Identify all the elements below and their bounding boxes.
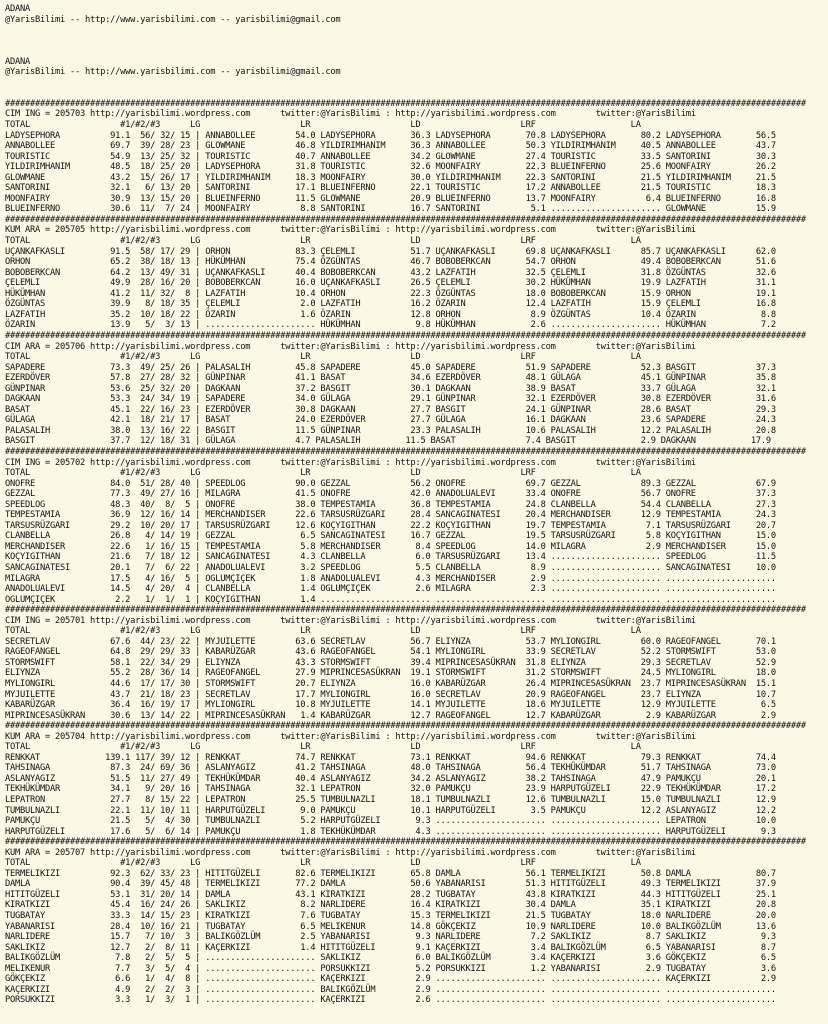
separator-line: ################################################################################################################################################################: [4, 721, 806, 732]
table-row: HÜKÜMHAN 41.2 11/ 32/ 8 | LAZFATIH 10.4 ORHON 22.3 ÖZGÜNTAS 18.0 BOBOBERKCAN 15.9 ORHON 19.1: [4, 288, 776, 299]
table-row: LEPATRON 27.7 8/ 15/ 22 | LEPATRON 25.5 TUMBULNAZLI 18.1 TUMBULNAZLI 12.6 TUMBULNAZLI 15.0 TUMBULNAZLI 12.9: [4, 795, 776, 806]
table-row: BALIKGÖZLÜM 7.8 2/ 5/ 5 | ...................... SAKLIKIZ 6.0 BALIKGÖZLÜM 3.4 KAÇERKIZI 3.6 GÖKÇEKIZ 6.5: [4, 953, 776, 964]
column-header: TOTAL #1/#2/#3 LG LR LD LRF LA: [4, 858, 641, 869]
table-row: SANCAGINATESI 20.1 7/ 6/ 22 | ANADOLUALEVI 3.2 SPEEDLOG 5.5 CLANBELLA 8.9 ...................... SANCAGINATESI 10.0: [4, 562, 776, 573]
table-row: BASGIT 37.7 12/ 18/ 31 | GÜLAGA 4.7 PALASALIH 11.5 BASAT 7.4 BASGIT 2.9 DAGKAAN 17.9: [4, 436, 771, 447]
race-header: KUM ARA = 205707 http://yarisbilimi.wordpress.com twitter:@YarisBilimi : http://yarisbilimi.wordpress.com twitter:@YarisBilimi: [4, 847, 696, 858]
table-row: BASAT 45.1 22/ 16/ 23 | EZERDÖVER 30.8 DAGKAAN 27.7 BASGIT 24.1 GÜNPINAR 28.6 BASAT 29.3: [4, 404, 776, 415]
table-row: ELIYNZA 55.2 28/ 36/ 14 | RAGEOFANGEL 27.9 MIPRINCESASÜKRAN 19.1 STORMSWIFT 31.2 STORMSWIFT 24.5 MYLIONGIRL 18.0: [4, 668, 776, 679]
table-row: ORHON 65.2 38/ 18/ 13 | HÜKÜMHAN 75.4 ÖZGÜNTAS 46.7 BOBOBERKCAN 54.7 ORHON 49.4 BOBOBERKCAN 51.6: [4, 257, 776, 268]
text-line: ADANA: [4, 56, 30, 67]
separator-line: ################################################################################################################################################################: [4, 330, 806, 341]
table-row: KAÇERKIZI 4.9 2/ 2/ 3 | ...................... BALIKGÖZLÜM 2.9 ...................... ...................... ......................: [4, 984, 776, 995]
race-header: CIM ARA = 205706 http://yarisbilimi.wordpress.com twitter:@YarisBilimi : http://yarisbilimi.wordpress.com twitter:@YarisBilimi: [4, 341, 696, 352]
table-row: PALASALIH 38.0 13/ 16/ 22 | BASGIT 11.5 GÜNPINAR 23.3 PALASALIH 10.6 PALASALIH 12.2 PALASALIH 20.8: [4, 425, 776, 436]
table-row: MYJUILETTE 43.7 21/ 18/ 23 | SECRETLAV 17.7 MYLIONGIRL 16.0 SECRETLAV 20.9 RAGEOFANGEL 23.7 ELIYNZA 10.7: [4, 689, 776, 700]
text-line: @YarisBilimi -- http://www.yarisbilimi.com -- yarisbilimi@gmail.com: [4, 67, 341, 78]
separator-line: ################################################################################################################################################################: [4, 98, 806, 109]
table-row: KABARÜZGAR 36.4 16/ 19/ 17 | MYLIONGIRL 10.8 MYJUILETTE 14.1 MYJUILETTE 18.6 MYJUILETTE 12.9 MYJUILETTE 6.5: [4, 700, 776, 711]
table-row: MYLIONGIRL 44.6 17/ 17/ 30 | STORMSWIFT 20.7 ELIYNZA 16.0 KABARÜZGAR 26.4 MIPRINCESASÜKRAN 23.7 MIPRINCESASÜKRAN 15.1: [4, 679, 776, 689]
table-row: GEZZAL 77.3 49/ 27/ 16 | MILAGRA 41.5 ONOFRE 42.0 ANADOLUALEVI 33.4 ONOFRE 56.7 ONOFRE 37.3: [4, 489, 776, 500]
table-row: GÖKÇEKIZ 6.6 1/ 4/ 8 | ...................... KAÇERKIZI 2.9 ...................... ...................... KAÇERKIZI 2.9: [4, 974, 776, 985]
table-row: HARPUTGÜZELI 17.6 5/ 6/ 14 | PAMUKÇU 1.8 TEKHÜKÜMDAR 4.3 ...................... ...................... HARPUTGÜZELI 9.3: [4, 826, 776, 837]
table-row: TEKHÜKÜMDAR 34.1 9/ 20/ 16 | TAHSINAGA 32.1 LEPATRON 32.0 PAMUKÇU 23.9 HARPUTGÜZELI 22.9 TEKHÜKÜMDAR 17.2: [4, 784, 776, 795]
table-row: EZERDÖVER 57.8 27/ 28/ 32 | GÜNPINAR 41.1 BASAT 34.6 EZERDÖVER 48.1 GÜLAGA 45.1 GÜNPINAR 35.8: [4, 373, 776, 384]
table-row: ÖZARIN 13.9 5/ 3/ 13 | ...................... HÜKÜMHAN 9.8 HÜKÜMHAN 2.6 ...................... HÜKÜMHAN 7.2: [4, 320, 776, 331]
race-header: KUM ARA = 205704 http://yarisbilimi.wordpress.com twitter:@YarisBilimi : http://yarisbilimi.wordpress.com twitter:@YarisBilimi: [4, 731, 696, 742]
separator-line: ################################################################################################################################################################: [4, 214, 806, 225]
column-header: TOTAL #1/#2/#3 LG LR LD LRF LA: [4, 468, 641, 479]
table-row: MIPRINCESASÜKRAN 30.6 13/ 14/ 22 | MIPRINCESASÜKRAN 1.4 KABARÜZGAR 12.7 RAGEOFANGEL 12.7 KABARÜZGAR 2.9 KABARÜZGAR 2.9: [4, 710, 776, 721]
table-row: TEMPESTAMIA 36.9 12/ 16/ 14 | MERCHANDISER 22.6 TARSUSRÜZGARI 28.4 SANCAGINATESI 20.4 MERCHANDISER 12.9 TEMPESTAMIA 24.3: [4, 510, 776, 521]
table-row: YABANARISI 28.4 10/ 16/ 21 | TUGBATAY 6.5 MELIKENUR 14.8 GÖKÇEKIZ 10.9 NARLIDERE 10.0 BALIKGÖZLÜM 13.6: [4, 921, 776, 932]
table-row: SECRETLAV 67.6 44/ 23/ 22 | MYJUILETTE 63.6 SECRETLAV 56.7 ELIYNZA 53.7 MYLIONGIRL 60.0 RAGEOFANGEL 70.1: [4, 636, 776, 647]
blank-line: [5, 46, 821, 57]
table-row: NARLIDERE 15.7 7/ 10/ 3 | BALIKGÖZLÜM 2.5 YABANARISI 9.3 NARLIDERE 7.2 SAKLIKIZ 8.7 SAKLIKIZ 9.3: [4, 932, 776, 943]
table-row: PORSUKKIZI 3.3 1/ 3/ 1 | ...................... KAÇERKIZI 2.6 ...................... ...................... ......................: [4, 995, 776, 1006]
text-line: ADANA: [4, 4, 30, 14]
table-row: CLANBELLA 26.8 4/ 14/ 19 | GEZZAL 6.5 SANCAGINATESI 16.7 GEZZAL 19.5 TARSUSRÜZGARI 5.8 KOÇYIGITHAN 15.0: [4, 531, 776, 542]
table-row: LAZFATIH 35.2 10/ 18/ 22 | ÖZARIN 1.6 ÖZARIN 12.8 ORHON 8.9 ÖZGÜNTAS 10.4 ÖZARIN 8.8: [4, 309, 776, 320]
table-row: RAGEOFANGEL 64.8 29/ 29/ 33 | KABARÜZGAR 43.6 RAGEOFANGEL 54.1 MYLIONGIRL 33.9 SECRETLAV 52.2 STORMSWIFT 53.0: [4, 647, 776, 658]
column-header: TOTAL #1/#2/#3 LG LR LD LRF LA: [4, 120, 641, 131]
separator-line: ################################################################################################################################################################: [4, 605, 806, 616]
table-row: MELIKENUR 7.7 3/ 5/ 4 | ...................... PORSUKKIZI 5.2 PORSUKKIZI 1.2 YABANARISI 2.9 TUGBATAY 3.6: [4, 963, 776, 974]
table-row: HITITGÜZELI 53.1 31/ 20/ 14 | DAMLA 43.1 KIRATKIZI 28.2 TUGBATAY 43.8 KIRATKIZI 44.3 HITITGÜZELI 25.1: [4, 889, 776, 900]
table-row: ÇELEMLI 49.9 28/ 16/ 20 | BOBOBERKCAN 16.0 UÇANKAFKASLI 26.5 ÇELEMLI 30.2 HÜKÜMHAN 19.9 LAZFATIH 31.1: [4, 278, 776, 289]
table-row: ASLANYAGIZ 51.5 11/ 27/ 49 | TEKHÜKÜMDAR 40.4 ASLANYAGIZ 34.2 ASLANYAGIZ 38.2 TAHSINAGA 47.9 PAMUKÇU 20.1: [4, 773, 776, 784]
table-row: RENKKAT 139.1 117/ 39/ 12 | RENKKAT 74.7 RENKKAT 73.1 RENKKAT 94.6 RENKKAT 79.3 RENKKAT 74.4: [4, 752, 776, 763]
blank-line: [5, 25, 821, 36]
table-row: MOONFAIRY 30.9 13/ 15/ 20 | BLUEINFERNO 11.5 GLOWMANE 20.9 BLUEINFERNO 13.7 MOONFAIRY 6.4 BLUEINFERNO 16.8: [4, 193, 776, 204]
table-row: BLUEINFERNO 30.6 11/ 7/ 24 | MOONFAIRY 8.8 SANTORINI 16.7 SANTORINI 5.1 ...................... GLOWMANE 15.9: [4, 204, 776, 215]
table-row: ÖZGÜNTAS 39.9 8/ 18/ 35 | ÇELEMLI 2.0 LAZFATIH 16.2 ÖZARIN 12.4 LAZFATIH 15.9 ÇELEMLI 16.8: [4, 299, 776, 310]
race-header: CIM ING = 205703 http://yarisbilimi.wordpress.com twitter:@YarisBilimi : http://yarisbilimi.wordpress.com twitter:@YarisBilimi: [4, 109, 696, 120]
table-row: SANTORINI 32.1 6/ 13/ 20 | SANTORINI 17.1 BLUEINFERNO 22.1 TOURISTIC 17.2 ANNABOLLEE 21.5 TOURISTIC 18.3: [4, 183, 776, 194]
table-row: TAHSINAGA 87.3 24/ 69/ 36 | ASLANYAGIZ 41.2 TAHSINAGA 48.0 TAHSINAGA 56.4 TEKHÜKÜMDAR 51.7 TAHSINAGA 73.0: [4, 763, 776, 774]
column-header: TOTAL #1/#2/#3 LG LR LD LRF LA: [4, 742, 641, 753]
table-row: PAMUKÇU 21.5 5/ 4/ 30 | TUMBULNAZLI 5.2 HARPUTGÜZELI 9.3 ...................... ...................... LEPATRON 10.0: [4, 816, 776, 827]
table-row: KOÇYIGITHAN 21.6 7/ 18/ 12 | SANCAGINATESI 4.3 CLANBELLA 6.0 TARSUSRÜZGARI 13.4 ...................... SPEEDLOG 11.5: [4, 552, 776, 563]
table-row: STORMSWIFT 58.1 22/ 34/ 29 | ELIYNZA 43.3 STORMSWIFT 39.4 MIPRINCESASÜKRAN 31.8 ELIYNZA 29.3 SECRETLAV 52.9: [4, 657, 776, 668]
race-header: CIM ING = 205701 http://yarisbilimi.wordpress.com twitter:@YarisBilimi : http://yarisbilimi.wordpress.com twitter:@YarisBilimi: [4, 615, 696, 626]
table-row: ANADOLUALEVI 14.5 4/ 20/ 4 | CLANBELLA 1.4 OGLUMÇIÇEK 2.6 MILAGRA 2.3 ...................... ......................: [4, 584, 776, 595]
column-header: TOTAL #1/#2/#3 LG LR LD LRF LA: [4, 626, 641, 637]
table-row: TERMELIKIZI 92.3 62/ 33/ 23 | HITITGÜZELI 82.6 TERMELIKIZI 65.8 DAMLA 56.1 TERMELIKIZI 50.8 DAMLA 80.7: [4, 868, 776, 879]
table-row: SAPADERE 73.3 49/ 25/ 26 | PALASALIH 45.8 SAPADERE 45.0 SAPADERE 51.9 SAPADERE 52.3 BASGIT 37.3: [4, 362, 776, 373]
column-header: TOTAL #1/#2/#3 LG LR LD LRF LA: [4, 352, 641, 363]
table-row: BOBOBERKCAN 64.2 13/ 49/ 31 | UÇANKAFKASLI 40.4 BOBOBERKCAN 43.2 LAZFATIH 32.5 ÇELEMLI 31.8 ÖZGÜNTAS 32.6: [4, 267, 776, 278]
blank-line: [5, 36, 821, 47]
race-header: CIM ING = 205702 http://yarisbilimi.wordpress.com twitter:@YarisBilimi : http://yarisbilimi.wordpress.com twitter:@YarisBilimi: [4, 457, 696, 468]
table-row: TUGBATAY 33.3 14/ 15/ 23 | KIRATKIZI 7.6 TUGBATAY 15.3 TERMELIKIZI 21.5 TUGBATAY 18.0 NARLIDERE 20.0: [4, 911, 776, 922]
table-row: TARSUSRÜZGARI 29.2 10/ 20/ 17 | TARSUSRÜZGARI 12.6 KOÇYIGITHAN 22.2 KOÇYIGITHAN 19.7 TEMPESTAMIA 7.1 TARSUSRÜZGARI 20.7: [4, 520, 776, 531]
table-row: MILAGRA 17.5 4/ 16/ 5 | OGLUMÇIÇEK 1.8 ANADOLUALEVI 4.3 MERCHANDISER 2.9 ...................... ......................: [4, 573, 776, 584]
race-header: KUM ARA = 205705 http://yarisbilimi.wordpress.com twitter:@YarisBilimi : http://yarisbilimi.wordpress.com twitter:@YarisBilimi: [4, 225, 696, 236]
table-row: DAMLA 90.4 39/ 45/ 48 | TERMELIKIZI 77.2 DAMLA 50.6 YABANARISI 51.3 HITITGÜZELI 49.3 TERMELIKIZI 37.9: [4, 879, 776, 890]
separator-line: ################################################################################################################################################################: [4, 837, 806, 848]
table-row: OGLUMÇIÇEK 2.2 1/ 1/ 1 | KOÇYIGITHAN 1.4 ...................... ...................... ...................... ......................: [4, 594, 776, 605]
table-row: SAKLIKIZ 12.7 2/ 8/ 11 | KAÇERKIZI 1.4 HITITGÜZELI 9.1 KAÇERKIZI 3.4 BALIKGÖZLÜM 6.5 YABANARISI 8.7: [4, 942, 776, 953]
table-row: SPEEDLOG 48.3 40/ 8/ 5 | ONOFRE 38.0 TEMPESTAMIA 36.8 TEMPESTAMIA 24.8 CLANBELLA 54.4 CLANBELLA 27.3: [4, 499, 776, 510]
table-row: ONOFRE 84.0 51/ 28/ 40 | SPEEDLOG 90.0 GEZZAL 56.2 ONOFRE 69.7 GEZZAL 89.3 GEZZAL 67.9: [4, 478, 776, 489]
table-row: UÇANKAFKASLI 91.5 58/ 17/ 29 | ORHON 83.3 ÇELEMLI 51.7 UÇANKAFKASLI 69.8 UÇANKAFKASLI 85.7 UÇANKAFKASLI 62.0: [4, 246, 776, 257]
separator-line: ################################################################################################################################################################: [4, 446, 806, 457]
table-row: TUMBULNAZLI 22.1 11/ 10/ 11 | HARPUTGÜZELI 9.0 PAMUKÇU 10.1 HARPUTGÜZELI 3.5 PAMUKÇU 12.2 ASLANYAGIZ 12.2: [4, 805, 776, 816]
text-line: @YarisBilimi -- http://www.yarisbilimi.com -- yarisbilimi@gmail.com: [4, 14, 341, 25]
table-row: TOURISTIC 54.9 13/ 25/ 32 | TOURISTIC 40.7 ANNABOLLEE 34.2 GLOWMANE 27.4 TOURISTIC 33.5 SANTORINI 30.3: [4, 151, 776, 162]
table-row: MERCHANDISER 22.6 1/ 16/ 15 | TEMPESTAMIA 5.8 MERCHANDISER 8.4 SPEEDLOG 14.0 MILAGRA 2.9 MERCHANDISER 15.0: [4, 541, 776, 552]
table-row: ANNABOLLEE 69.7 39/ 28/ 23 | GLOWMANE 46.8 YILDIRIMHANIM 36.3 ANNABOLLEE 50.3 YILDIRIMHANIM 40.5 ANNABOLLEE 43.7: [4, 141, 776, 152]
table-row: GÜNPINAR 53.6 25/ 32/ 20 | DAGKAAN 37.2 BASGIT 30.1 DAGKAAN 38.9 BASAT 33.7 GÜLAGA 32.1: [4, 383, 776, 394]
table-row: YILDIRIMHANIM 48.5 18/ 25/ 20 | LADYSEPHORA 31.8 TOURISTIC 32.6 MOONFAIRY 22.3 BLUEINFERNO 25.6 MOONFAIRY 26.2: [4, 162, 776, 173]
table-row: DAGKAAN 53.3 24/ 34/ 19 | SAPADERE 34.0 GÜLAGA 29.1 GÜNPINAR 32.1 EZERDÖVER 30.8 EZERDÖVER 31.6: [4, 394, 776, 405]
table-row: KIRATKIZI 45.4 16/ 24/ 26 | SAKLIKIZ 8.2 NARLIDERE 16.4 KIRATKIZI 30.4 DAMLA 35.1 KIRATKIZI 20.8: [4, 900, 776, 911]
table-row: GÜLAGA 42.1 18/ 21/ 17 | BASAT 24.0 EZERDÖVER 27.7 GÜLAGA 16.1 DAGKAAN 23.6 SAPADERE 24.3: [4, 415, 776, 426]
blank-line: [5, 78, 821, 89]
column-header: TOTAL #1/#2/#3 LG LR LD LRF LA: [4, 236, 641, 247]
table-row: LADYSEPHORA 91.1 56/ 32/ 15 | ANNABOLLEE 54.0 LADYSEPHORA 36.3 LADYSEPHORA 70.8 LADYSEPHORA 80.2 LADYSEPHORA 56.5: [4, 130, 776, 141]
table-row: GLOWMANE 43.2 15/ 26/ 17 | YILDIRIMHANIM 18.3 MOONFAIRY 30.0 YILDIRIMHANIM 22.3 SANTORINI 21.5 YILDIRIMHANIM 21.5: [4, 172, 776, 183]
blank-line: [5, 88, 821, 99]
